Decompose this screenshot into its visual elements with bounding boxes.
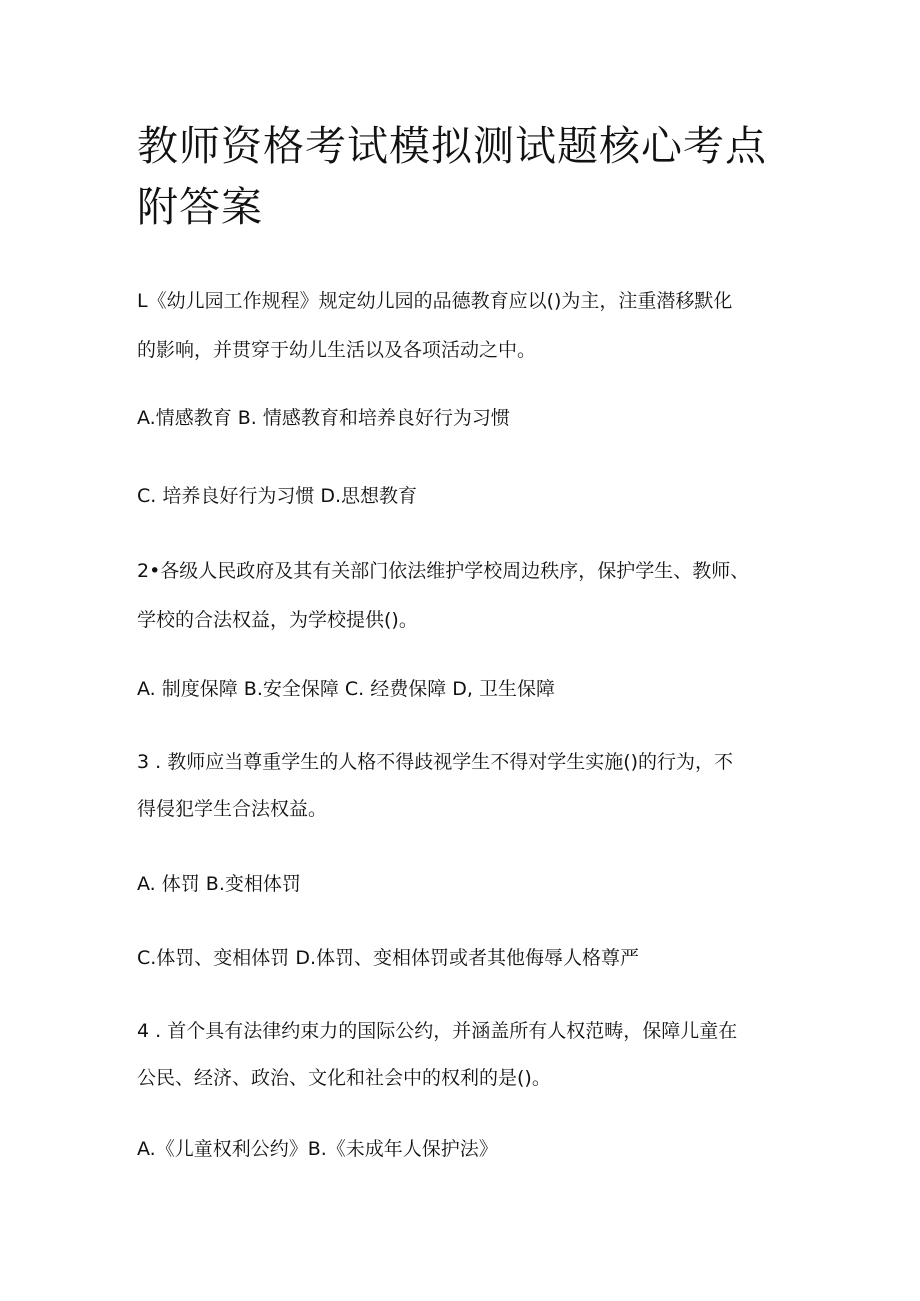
question-2-options-line-1: A. 制度保障 B.安全保障 C. 经费保障 D, 卫生保障 xyxy=(137,678,555,700)
question-2-stem-line-1: 2•各级人民政府及其有关部门依法维护学校周边秩序，保护学生、教师、 xyxy=(137,560,750,582)
question-3-stem-line-2: 得侵犯学生合法权益。 xyxy=(137,798,328,820)
document-title: 教师资格考试模拟测试题核心考点附答案 xyxy=(137,122,767,231)
question-4-options-line-1: A.《儿童权利公约》B.《未成年人保护法》 xyxy=(137,1138,498,1160)
question-3-options-line-1: A. 体罚 B.变相体罚 xyxy=(137,873,301,895)
question-2-stem-line-2: 学校的合法权益，为学校提供()。 xyxy=(137,609,418,631)
question-1-stem-line-1: L《幼儿园工作规程》规定幼儿园的品德教育应以()为主，注重潜移默化 xyxy=(137,290,733,312)
question-1-stem-line-2: 的影响，并贯穿于幼儿生活以及各项活动之中。 xyxy=(137,339,537,361)
question-1-options-line-1: A.情感教育 B. 情感教育和培养良好行为习惯 xyxy=(137,407,510,429)
question-4-stem-line-1: 4 . 首个具有法律约束力的国际公约，并涵盖所有人权范畴，保障儿童在 xyxy=(137,1020,738,1042)
question-3-options-line-2: C.体罚、变相体罚 D.体罚、变相体罚或者其他侮辱人格尊严 xyxy=(137,947,640,969)
question-4-stem-line-2: 公民、经济、政治、文化和社会中的权利的是()。 xyxy=(137,1067,551,1089)
question-3-stem-line-1: 3 . 教师应当尊重学生的人格不得歧视学生不得对学生实施()的行为，不 xyxy=(137,751,734,773)
question-1-options-line-2: C. 培养良好行为习惯 D.思想教育 xyxy=(137,485,418,507)
